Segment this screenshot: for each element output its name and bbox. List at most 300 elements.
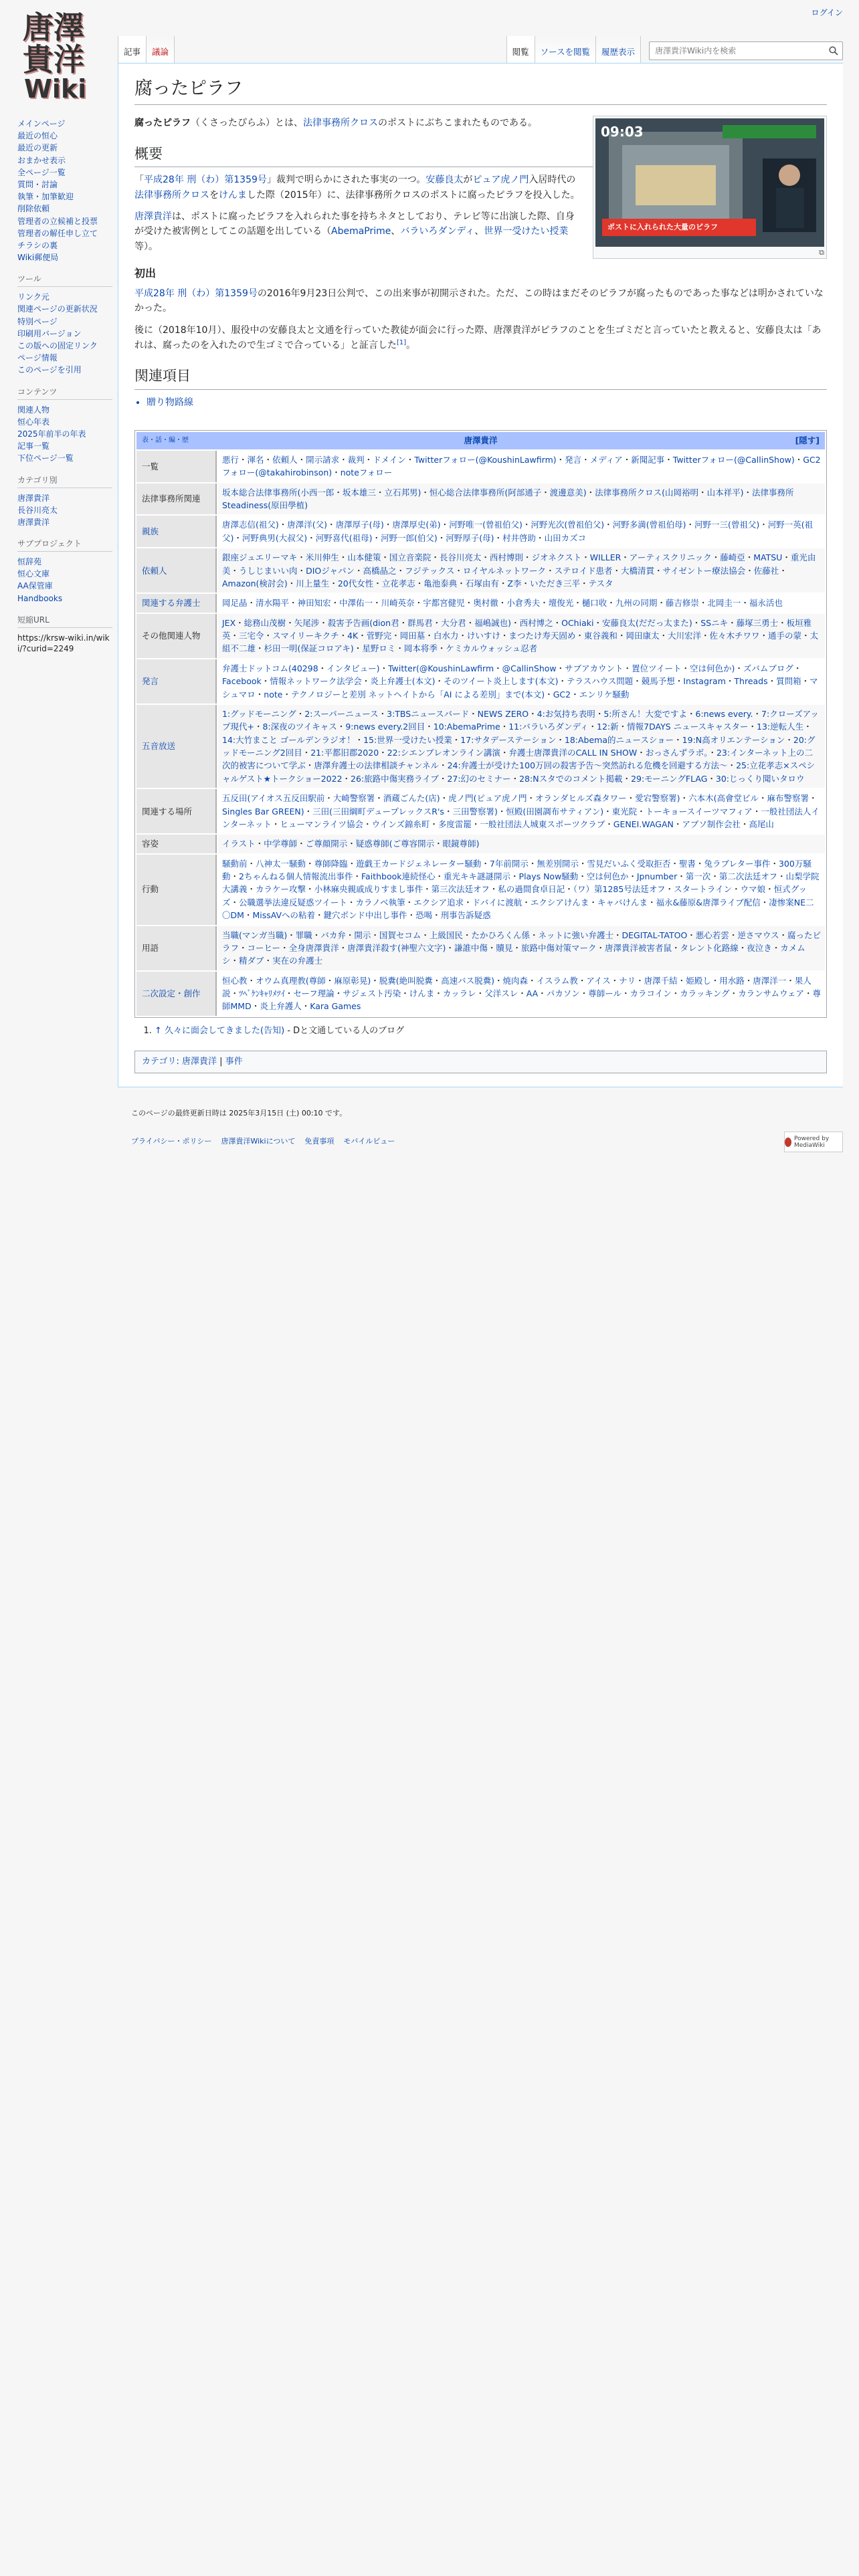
navbox-link[interactable]: 川上量生 [296, 578, 330, 588]
navbox-link[interactable]: 唐澤弁護士の法律相談チャンネル [314, 760, 440, 771]
navbox-link[interactable]: サイゼントー療法協会 [662, 565, 746, 576]
navbox-link[interactable]: 2ちゃんねる個人情報流出事件 [239, 871, 353, 882]
navbox-link[interactable]: 西村博之 [519, 617, 553, 628]
category-link[interactable]: 事件 [225, 1056, 243, 1067]
navbox-link[interactable]: 新聞記事 [631, 454, 665, 465]
navbox-link[interactable]: フジテックス [405, 565, 455, 576]
navbox-link[interactable]: 10:AbemaPrime [433, 722, 500, 732]
navbox-link[interactable]: 4:お気持ち表明 [537, 708, 595, 719]
navbox-link[interactable]: 1:グッドモーニング [222, 708, 296, 719]
sidebar-nav-item-0[interactable]: メインページ [17, 119, 66, 128]
navbox-link[interactable]: @CallinShow [502, 663, 557, 673]
magnify-icon[interactable]: ⧉ [819, 248, 824, 257]
footer-link-0[interactable]: プライバシー・ポリシー [131, 1137, 212, 1146]
thumbnail-image[interactable] [595, 118, 824, 247]
navbox-link[interactable]: 精ダブ [239, 956, 264, 966]
navbox-link[interactable]: 疑惑尊師(ご尊容開示 [355, 839, 435, 849]
navbox-link[interactable]: アーティスクリニック [629, 552, 712, 563]
sidebar-project-item-0[interactable]: 恒辞苑 [17, 557, 42, 567]
navbox-link[interactable]: うしじまいい肉 [239, 565, 298, 576]
sidebar-nav-item-2[interactable]: 最近の更新 [17, 143, 58, 153]
navbox-link[interactable]: カラノベ執筆 [355, 897, 405, 907]
navbox-link[interactable]: おっさんずラボ。 [645, 748, 708, 758]
navbox-link[interactable]: 果人説 [222, 975, 812, 999]
search-input[interactable] [650, 46, 825, 56]
navbox-link[interactable]: 雪見だいふく受取拒否 [587, 858, 671, 869]
navbox-link[interactable]: トーキョースイーツマフィア [645, 806, 753, 817]
navbox-link[interactable]: 悪行 [222, 454, 240, 465]
navbox-link[interactable]: 河野多満(曾祖伯母) [612, 520, 686, 530]
navbox-link[interactable]: 私の過間食卓日記 [498, 884, 565, 895]
navbox-link[interactable]: いただき三平 [529, 578, 580, 588]
navbox-link[interactable]: 三田(三田綱町デュープレックスR's [312, 806, 444, 817]
navbox-link[interactable]: note [264, 689, 283, 700]
navbox-link[interactable]: GENEI.WAGAN [613, 819, 674, 829]
sidebar-project-item-1[interactable]: 恒心文庫 [17, 569, 50, 579]
navbox-link[interactable]: たかひろくん係 [471, 930, 530, 940]
sidebar-contents-item-1[interactable]: 恒心年表 [17, 417, 50, 427]
navbox-link[interactable]: 実在の弁護士 [272, 956, 323, 966]
navbox-link[interactable]: 白水力 [433, 631, 459, 641]
navbox-link[interactable]: 依頼人 [272, 454, 298, 465]
sidebar-nav-item-8[interactable]: 管理者の立候補と投票 [17, 216, 98, 226]
navbox-link[interactable]: Facebook [222, 676, 262, 687]
navbox-link[interactable]: セーフ理論 [293, 988, 335, 999]
navbox-link[interactable]: 29:モーニングFLAG [631, 773, 708, 784]
navbox-vte-links[interactable]: 表・話・編・歴 [142, 436, 189, 444]
navbox-link[interactable]: 麻原彰晃) [334, 975, 371, 986]
navbox-link[interactable]: 小倉秀夫 [506, 598, 541, 609]
navbox-link[interactable]: ジオネクスト [531, 552, 582, 563]
navbox-link[interactable]: 河野喜代(祖母) [315, 532, 373, 543]
navbox-link[interactable]: 河野典男(大叔父) [242, 532, 308, 543]
navbox-link[interactable]: 宇都宮健児 [423, 598, 465, 609]
navbox-link[interactable]: 坂本総合法律事務所(小西一郎 [222, 487, 335, 498]
navbox-link[interactable]: NEWS ZERO [477, 708, 529, 719]
navbox-link[interactable]: 11:バラいろダンディ [508, 722, 589, 732]
navbox-link[interactable]: 重光由美 [222, 552, 816, 576]
navbox-link[interactable]: 300万騒動 [222, 858, 812, 882]
navbox-link[interactable]: 情報ネットワーク法学会 [270, 676, 362, 687]
navbox-link[interactable]: 父洋スレ [484, 988, 518, 999]
navbox-link[interactable]: ズバムブログ [743, 663, 793, 673]
navbox-link[interactable]: タレント化路線 [680, 942, 739, 953]
navbox-link[interactable]: 騒動前 [222, 858, 248, 869]
navbox-link[interactable]: 佐々木チワワ [709, 631, 760, 641]
sidebar-project-item-3[interactable]: Handbooks [17, 593, 63, 603]
navbox-link[interactable]: 北岡圭一 [707, 598, 741, 609]
navbox-link[interactable]: 大崎警察署 [332, 793, 375, 804]
navbox-group-label[interactable]: 五音放送 [136, 705, 217, 788]
navbox-link[interactable]: ドバイに渡航 [472, 897, 522, 907]
link-barairo-dandy[interactable]: バラいろダンディ [400, 226, 475, 237]
navbox-link[interactable]: Twitterフォロー(@CallinShow) [672, 454, 795, 465]
navbox-link[interactable]: 脱糞(絶叫脱糞 [379, 975, 433, 986]
sidebar-contents-item-2[interactable]: 2025年前半の年表 [17, 429, 86, 439]
navbox-link[interactable]: カラケー攻撃 [256, 884, 306, 895]
navbox-link[interactable]: 弁護士唐澤貴洋のCALL IN SHOW [508, 748, 638, 758]
tab-history[interactable]: 履歴表示 [596, 36, 641, 63]
navbox-link[interactable]: 30:じっくり聞いタロウ [715, 773, 805, 784]
navbox-link[interactable]: 河野光次(曾祖伯父) [531, 520, 605, 530]
navbox-group-label[interactable]: 関連する弁護士 [136, 594, 217, 612]
sidebar-category-item-0[interactable]: 唐澤貴洋 [17, 493, 50, 503]
navbox-link[interactable]: 亀池泰典 [423, 578, 458, 588]
navbox-link[interactable]: 八神太一騒動 [256, 858, 306, 869]
navbox-group-label[interactable]: 二次設定・創作 [136, 972, 217, 1016]
navbox-link[interactable]: 恒式グッズ [222, 884, 807, 907]
navbox-link[interactable]: 星野ロミ [362, 643, 396, 654]
navbox-link[interactable]: カラコイン [630, 988, 672, 999]
navbox-link[interactable]: 樋口收 [581, 598, 607, 609]
navbox-link[interactable]: サブアカウント [565, 663, 624, 673]
sidebar-nav-item-7[interactable]: 削除依頼 [17, 204, 50, 214]
navbox-link[interactable]: 高橋晶之 [363, 565, 397, 576]
navbox-link[interactable]: SSニキ [700, 617, 729, 628]
navbox-link[interactable]: 川崎英奈 [381, 598, 415, 609]
navbox-link[interactable]: Threads [734, 676, 768, 687]
navbox-link[interactable]: ネットに強い弁護士 [538, 930, 613, 940]
navbox-link[interactable]: カッラレ [442, 988, 476, 999]
navbox-link[interactable]: 菅野完 [366, 631, 392, 641]
tab-article[interactable]: 記事 [118, 36, 147, 63]
navbox-link[interactable]: テラスハウス問題 [566, 676, 634, 687]
navbox-link[interactable]: 刑事告訴疑惑 [440, 910, 491, 921]
navbox-link[interactable]: カランサムウェア [738, 988, 804, 999]
sidebar-category-item-1[interactable]: 長谷川亮太 [17, 505, 58, 515]
navbox-link[interactable]: 18:Abema的ニュースショー [564, 734, 674, 745]
related-item-0[interactable]: • 贈り物路線 [147, 395, 827, 410]
navbox-link[interactable]: WILLER [589, 552, 622, 563]
navbox-link[interactable]: 福永&藤原&唐澤ライブ配信 [656, 897, 761, 907]
navbox-link[interactable]: メディア [589, 454, 623, 465]
navbox-link[interactable]: ナリ [619, 975, 636, 986]
tab-view-source[interactable]: ソースを閲覧 [535, 36, 596, 63]
navbox-link[interactable]: 空は何色か) [689, 663, 735, 673]
link-law-firm-cross-2[interactable]: 法律事務所クロス [134, 189, 209, 201]
navbox-link[interactable]: 三宅令 [239, 631, 264, 641]
navbox-link[interactable]: 虎ノ門(ピュア虎ノ門 [448, 793, 527, 804]
navbox-link[interactable]: エクシア追求 [413, 897, 464, 907]
link-ando-ryota[interactable]: 安藤良太 [425, 175, 464, 186]
navbox-link[interactable]: 26:旅路中傷実務ライブ [351, 773, 439, 784]
navbox-link[interactable]: 中澤佑一 [339, 598, 373, 609]
login-link[interactable]: ログイン [811, 8, 843, 17]
navbox-link[interactable]: GC2フォロー(@takahirobinson) [222, 454, 821, 478]
navbox-link[interactable]: 19:N高オリエンテーション [682, 734, 785, 745]
short-url-value[interactable]: https://krsw-wiki.in/wiki/?curid=2249 [17, 633, 110, 653]
navbox-link[interactable]: スマイリーキクチ [272, 631, 339, 641]
navbox-link[interactable]: Singles Bar GREEN) [222, 806, 304, 817]
navbox-link[interactable]: Plays Now騒動 [518, 871, 579, 882]
navbox-link[interactable]: 大橋清貫 [620, 565, 654, 576]
navbox-link[interactable]: 群馬君 [407, 617, 433, 628]
navbox-link[interactable]: Faithbook連続怪心 [361, 871, 436, 882]
navbox-link[interactable]: 岡田墓 [399, 631, 425, 641]
navbox-link[interactable]: 22:シエンブレオンライン講演 [387, 748, 500, 758]
navbox-link[interactable]: noteフォロー [340, 467, 393, 478]
sidebar-nav-item-9[interactable]: 管理者の解任申し立て [17, 228, 98, 238]
navbox-link[interactable]: 謙誰中傷 [454, 942, 488, 953]
navbox-link[interactable]: 河野唯一(曾祖伯父) [449, 520, 522, 530]
navbox-link[interactable]: Twitterフォロー(@KoushinLawfirm) [414, 454, 557, 465]
footer-link-3[interactable]: モバイルビュー [343, 1137, 395, 1146]
sidebar-nav-item-6[interactable]: 執筆・加筆歓迎 [17, 192, 74, 202]
sidebar-project-item-2[interactable]: AA保管庫 [17, 581, 53, 591]
navbox-link[interactable]: 唐澤貴洋被害者鼠 [604, 942, 672, 953]
navbox-link[interactable]: スタートライン [673, 884, 733, 895]
navbox-link[interactable]: 長谷川亮太 [439, 552, 482, 563]
sidebar-nav-item-10[interactable]: チラシの裏 [17, 240, 58, 250]
navbox-link[interactable]: マシュマロ [222, 676, 818, 700]
navbox-link[interactable]: テスタ [588, 578, 613, 588]
navbox-link[interactable]: 五反田(アイオス五反田駅前 [222, 793, 325, 804]
navbox-link[interactable]: 恒心総合法律事務所(阿部通子 [429, 487, 542, 498]
navbox-link[interactable]: 裁判 [347, 454, 365, 465]
navbox-link[interactable]: ステロイド患者 [554, 565, 613, 576]
reference-source-link[interactable]: 久々に面会してきました(告知) [165, 1025, 285, 1036]
sidebar-nav-item-5[interactable]: 質問・討論 [17, 179, 58, 189]
navbox-link[interactable]: ドメイン [373, 454, 406, 465]
navbox-link[interactable]: アイス [586, 975, 611, 986]
navbox-link[interactable]: 山田カズコ [544, 532, 587, 543]
navbox-link[interactable]: 20:グッドモーニング2回目 [222, 734, 816, 758]
navbox-link[interactable]: MissAVへの粘着 [252, 910, 316, 921]
navbox-link[interactable]: 炎上弁護士(本文) [370, 676, 436, 687]
navbox-link[interactable]: 唐澤志信(祖父) [222, 520, 279, 530]
navbox-link[interactable]: 総務山茂樹 [244, 617, 286, 628]
navbox-link[interactable]: 東谷義和 [583, 631, 617, 641]
sidebar-contents-item-3[interactable]: 記事一覧 [17, 441, 50, 451]
link-pure-toranomon[interactable]: ピュア虎ノ門 [472, 175, 529, 186]
navbox-link[interactable]: Kara Games [310, 1001, 361, 1012]
navbox-link[interactable]: 佐藤社 [753, 565, 779, 576]
navbox-link[interactable]: 焼肉森 [502, 975, 529, 986]
navbox-link[interactable]: 第一次 [685, 871, 711, 882]
navbox-group-label[interactable]: 親族 [136, 516, 217, 547]
navbox-link[interactable]: 炎上弁護人 [260, 1001, 302, 1012]
navbox-link[interactable]: 悪心若雲 [695, 930, 729, 940]
reference-backlink[interactable]: ↑ [155, 1025, 165, 1036]
navbox-link[interactable]: 米川伸生 [305, 552, 339, 563]
footer-link-1[interactable]: 唐澤貴洋Wikiについて [221, 1137, 296, 1146]
navbox-group-label[interactable]: 発言 [136, 659, 217, 704]
navbox-link[interactable]: ご尊顔開示 [305, 839, 348, 849]
navbox-link[interactable]: カラッキング [680, 988, 730, 999]
navbox-link[interactable]: 7年前開示 [489, 858, 529, 869]
navbox-link[interactable]: ロイヤルネットワーク [462, 565, 547, 576]
navbox-link[interactable]: ウマ娘 [740, 884, 766, 895]
navbox-link[interactable]: 25:立花孝志×スペシャルゲスト★トークショー2022 [222, 760, 816, 784]
navbox-link[interactable]: 板垣雅英 [222, 617, 812, 641]
navbox-link[interactable]: DEGITAL-TATOO [622, 930, 688, 940]
navbox-link[interactable]: 6:news every. [695, 708, 753, 719]
navbox-link[interactable]: 遊戯王カードジェネレーター騒動 [356, 858, 482, 869]
navbox-link[interactable]: 夜泣き [747, 942, 772, 953]
sidebar-contents-item-4[interactable]: 下位ページ一覧 [17, 453, 74, 463]
tab-read[interactable]: 閲覧 [506, 36, 535, 63]
navbox-link[interactable]: 腐ったピラフ [222, 930, 821, 953]
navbox-link[interactable]: 法律事務所クロス(山岡裕明 [595, 487, 699, 498]
navbox-link[interactable]: パカソン [546, 988, 580, 999]
navbox-hide-toggle[interactable]: [隠す] [795, 435, 820, 445]
navbox-link[interactable]: 小林麻央親戚成りすまし事件 [314, 884, 423, 895]
link-kenma[interactable]: けんま [219, 189, 247, 201]
navbox-link[interactable]: 恐喝 [415, 910, 433, 921]
navbox-link[interactable]: 石塚由有 [465, 578, 499, 588]
navbox-link[interactable]: Twitter(@KoushinLawfirm [388, 663, 494, 673]
navbox-link[interactable]: 清水陽平 [256, 598, 290, 609]
navbox-link[interactable]: アブソ制作会社 [682, 819, 741, 829]
navbox-link[interactable]: 高速バス脱糞) [441, 975, 495, 986]
navbox-link[interactable]: 矢尾涉 [294, 617, 320, 628]
navbox-link[interactable]: Amazon(検討会) [222, 578, 288, 588]
navbox-link[interactable]: 14:大竹まこと ゴールデンラジオ！ [222, 734, 355, 745]
navbox-link[interactable]: 国賀セコム [379, 930, 421, 940]
navbox-link[interactable]: 渾名 [247, 454, 264, 465]
navbox-link[interactable]: 23:インターネット上の二次的被害について学ぶ [222, 748, 813, 771]
navbox-link[interactable]: 弁護士ドットコム(40298 [222, 663, 318, 673]
navbox-link[interactable]: 愛宕警察署) [635, 793, 680, 804]
navbox-link[interactable]: 開示請求 [306, 454, 340, 465]
navbox-link[interactable]: 3:TBSニュースバード [387, 708, 470, 719]
navbox-link[interactable]: 藤崎亞 [720, 552, 745, 563]
sidebar-tools-item-3[interactable]: 印刷用バージョン [17, 328, 82, 338]
navbox-link[interactable]: 酒蔵ごんた(店) [383, 793, 440, 804]
navbox-link[interactable]: 情報7DAYS ニュースキャスター [627, 722, 749, 732]
navbox-link[interactable]: 24:弁護士が受けた100万回の殺害予告〜突然訪れる危機を回避する方法〜 [447, 760, 728, 771]
navbox-link[interactable]: ﾂﾍﾞｹﾝｷｬﾘﾒﾂｲ [239, 988, 285, 999]
navbox-group-label[interactable]: 依頼人 [136, 548, 217, 593]
sidebar-nav-item-4[interactable]: 全ページ一覧 [17, 167, 66, 177]
navbox-link[interactable]: 岡足晶 [222, 598, 248, 609]
navbox-link[interactable]: けんま [409, 988, 435, 999]
navbox-link[interactable]: 全身唐澤貴洋 [288, 942, 339, 953]
navbox-link[interactable]: 重光キキ謎謎開示 [444, 871, 511, 882]
navbox-link[interactable]: 三田警察署) [452, 806, 498, 817]
navbox-link[interactable]: 村井啓助 [502, 532, 537, 543]
site-logo[interactable] [19, 9, 106, 104]
navbox-link[interactable]: 唐澤厚史(弟) [392, 520, 441, 530]
navbox-link[interactable]: 安藤良太(だだっ太また) [601, 617, 692, 628]
link-sekaiichi[interactable]: 世界一受けたい授業 [484, 226, 569, 237]
navbox-link[interactable]: まつたけ寿天固め [508, 631, 576, 641]
navbox-link[interactable]: （ワ）第1285号法廷オフ [573, 884, 666, 895]
navbox-link[interactable]: テクノロジーと差別 ネットヘイトから「AI による差別」まで(本文) [290, 689, 545, 700]
navbox-link[interactable]: 殺害予告画(dion君 [327, 617, 399, 628]
navbox-link[interactable]: 山梨学院大講義 [222, 871, 820, 895]
navbox-link[interactable]: 唐澤貴洋殺す(神聖六文字) [347, 942, 446, 953]
powered-by-mediawiki-badge[interactable] [784, 1132, 843, 1152]
navbox-link[interactable]: 鍵穴ボンド中出し事件 [323, 910, 407, 921]
navbox-link[interactable]: 恒殿(田園調布サティアン) [506, 806, 604, 817]
navbox-link[interactable]: 唐澤千結 [644, 975, 678, 986]
navbox-link[interactable]: 20代女性 [337, 578, 374, 588]
category-link[interactable]: 唐澤貴洋 [182, 1056, 217, 1067]
navbox-link[interactable]: 銀座ジュエリーマキ [222, 552, 298, 563]
navbox-link[interactable]: 27:幻のセミナー [447, 773, 511, 784]
navbox-link[interactable]: 河野一三(曾祖父) [694, 520, 760, 530]
search-icon[interactable] [825, 42, 842, 60]
navbox-link[interactable]: コーヒー [247, 942, 281, 953]
navbox-link[interactable]: 上級国民 [429, 930, 463, 940]
navbox-link[interactable]: 法律事務所Steadiness(原田學植) [222, 487, 794, 511]
sidebar-tools-item-1[interactable]: 関連ページの更新状況 [17, 304, 98, 314]
navbox-link[interactable]: 28:Nスタでのコメント掲載 [519, 773, 623, 784]
navbox-link[interactable]: 立石邦男) [384, 487, 421, 498]
navbox-link[interactable]: 7:クローズアップ現代+ [222, 708, 819, 732]
navbox-link[interactable]: 通手の蒙 [768, 631, 802, 641]
navbox-link[interactable]: 置位ツイート [632, 663, 682, 673]
navbox-link[interactable]: 質問箱 [776, 676, 801, 687]
navbox-link[interactable]: 尊師MMD [222, 988, 821, 1012]
navbox-title[interactable]: 唐澤貴洋 [464, 435, 498, 446]
navbox-link[interactable]: 唐澤洋一 [753, 975, 787, 986]
navbox-link[interactable]: MATSU [753, 552, 783, 563]
navbox-link[interactable]: 用水路 [719, 975, 745, 986]
navbox-link[interactable]: 一般社団法人インターネット [222, 806, 820, 829]
tab-talk[interactable]: 議論 [147, 36, 175, 63]
navbox-link[interactable]: キャバけんま [597, 897, 648, 907]
navbox-link[interactable]: 5:所さん！大変ですよ [603, 708, 687, 719]
navbox-link[interactable]: 奥村徹 [473, 598, 498, 609]
navbox-link[interactable]: 姫殿し [686, 975, 711, 986]
navbox-link[interactable]: サジェスト汚染 [343, 988, 401, 999]
navbox-link[interactable]: 競馬予想 [641, 676, 675, 687]
navbox-link[interactable]: 国立音楽院 [389, 552, 432, 563]
sidebar-nav-item-3[interactable]: おまかせ表示 [17, 155, 66, 165]
navbox-link[interactable]: ヒューマンライツ協会 [280, 819, 364, 829]
footer-link-2[interactable]: 免責事項 [304, 1137, 335, 1146]
navbox-link[interactable]: 大分君 [441, 617, 466, 628]
navbox-link[interactable]: 眼鏡尊師) [442, 839, 480, 849]
sidebar-tools-item-5[interactable]: ページ情報 [17, 353, 58, 363]
navbox-link[interactable]: インタビュー) [326, 663, 380, 673]
link-case-number-2[interactable]: 平成28年 刑（わ）第1359号 [134, 288, 258, 299]
navbox-link[interactable]: 唐澤洋(父) [287, 520, 328, 530]
navbox-link[interactable]: オランダヒルズ森タワー [535, 793, 627, 804]
navbox-link[interactable]: カメムシ [222, 942, 805, 966]
navbox-link[interactable]: けいすけ [466, 631, 500, 641]
navbox-link[interactable]: 麻布警察署 [767, 793, 809, 804]
sidebar-nav-item-11[interactable]: Wiki郵便局 [17, 253, 59, 263]
navbox-link[interactable]: 藤吉修崇 [665, 598, 699, 609]
navbox-link[interactable]: 坂本雄三 [342, 487, 376, 498]
navbox-link[interactable]: そのツイート炎上します(本文) [444, 676, 559, 687]
navbox-link[interactable]: 山本健策 [347, 552, 381, 563]
navbox-link[interactable]: 逆さマウス [737, 930, 779, 940]
navbox-link[interactable]: 第三次法廷オフ [431, 884, 490, 895]
navbox-link[interactable]: 17:サタデーステーション [460, 734, 557, 745]
navbox-link[interactable]: Jpnumber [636, 871, 678, 882]
sidebar-contents-item-0[interactable]: 関連人物 [17, 405, 50, 415]
navbox-link[interactable]: 空は何色か [586, 871, 629, 882]
link-case-number[interactable]: 平成28年 刑（わ）第1359号 [144, 175, 267, 186]
navbox-link[interactable]: 渡邊意美) [549, 487, 587, 498]
navbox-link[interactable]: 河野一英(祖父) [222, 520, 814, 543]
navbox-link[interactable]: エンリケ騒動 [579, 689, 630, 700]
navbox-link[interactable]: OChiaki [561, 617, 594, 628]
navbox-link[interactable]: 15:世界一受けたい授業 [363, 734, 452, 745]
navbox-link[interactable]: 第二次法廷オフ [719, 871, 777, 882]
navbox-link[interactable]: ウインズ錦糸町 [371, 819, 430, 829]
navbox-link[interactable]: 開示 [354, 930, 371, 940]
navbox-link[interactable]: 凄惨案NE二〇DM [222, 897, 814, 921]
navbox-link[interactable]: 13:逆転人生 [757, 722, 804, 732]
navbox-link[interactable]: 太組不二雄 [222, 631, 819, 654]
navbox-link[interactable]: バカ弁 [320, 930, 346, 940]
navbox-link[interactable]: 9:news every.2回目 [345, 722, 425, 732]
